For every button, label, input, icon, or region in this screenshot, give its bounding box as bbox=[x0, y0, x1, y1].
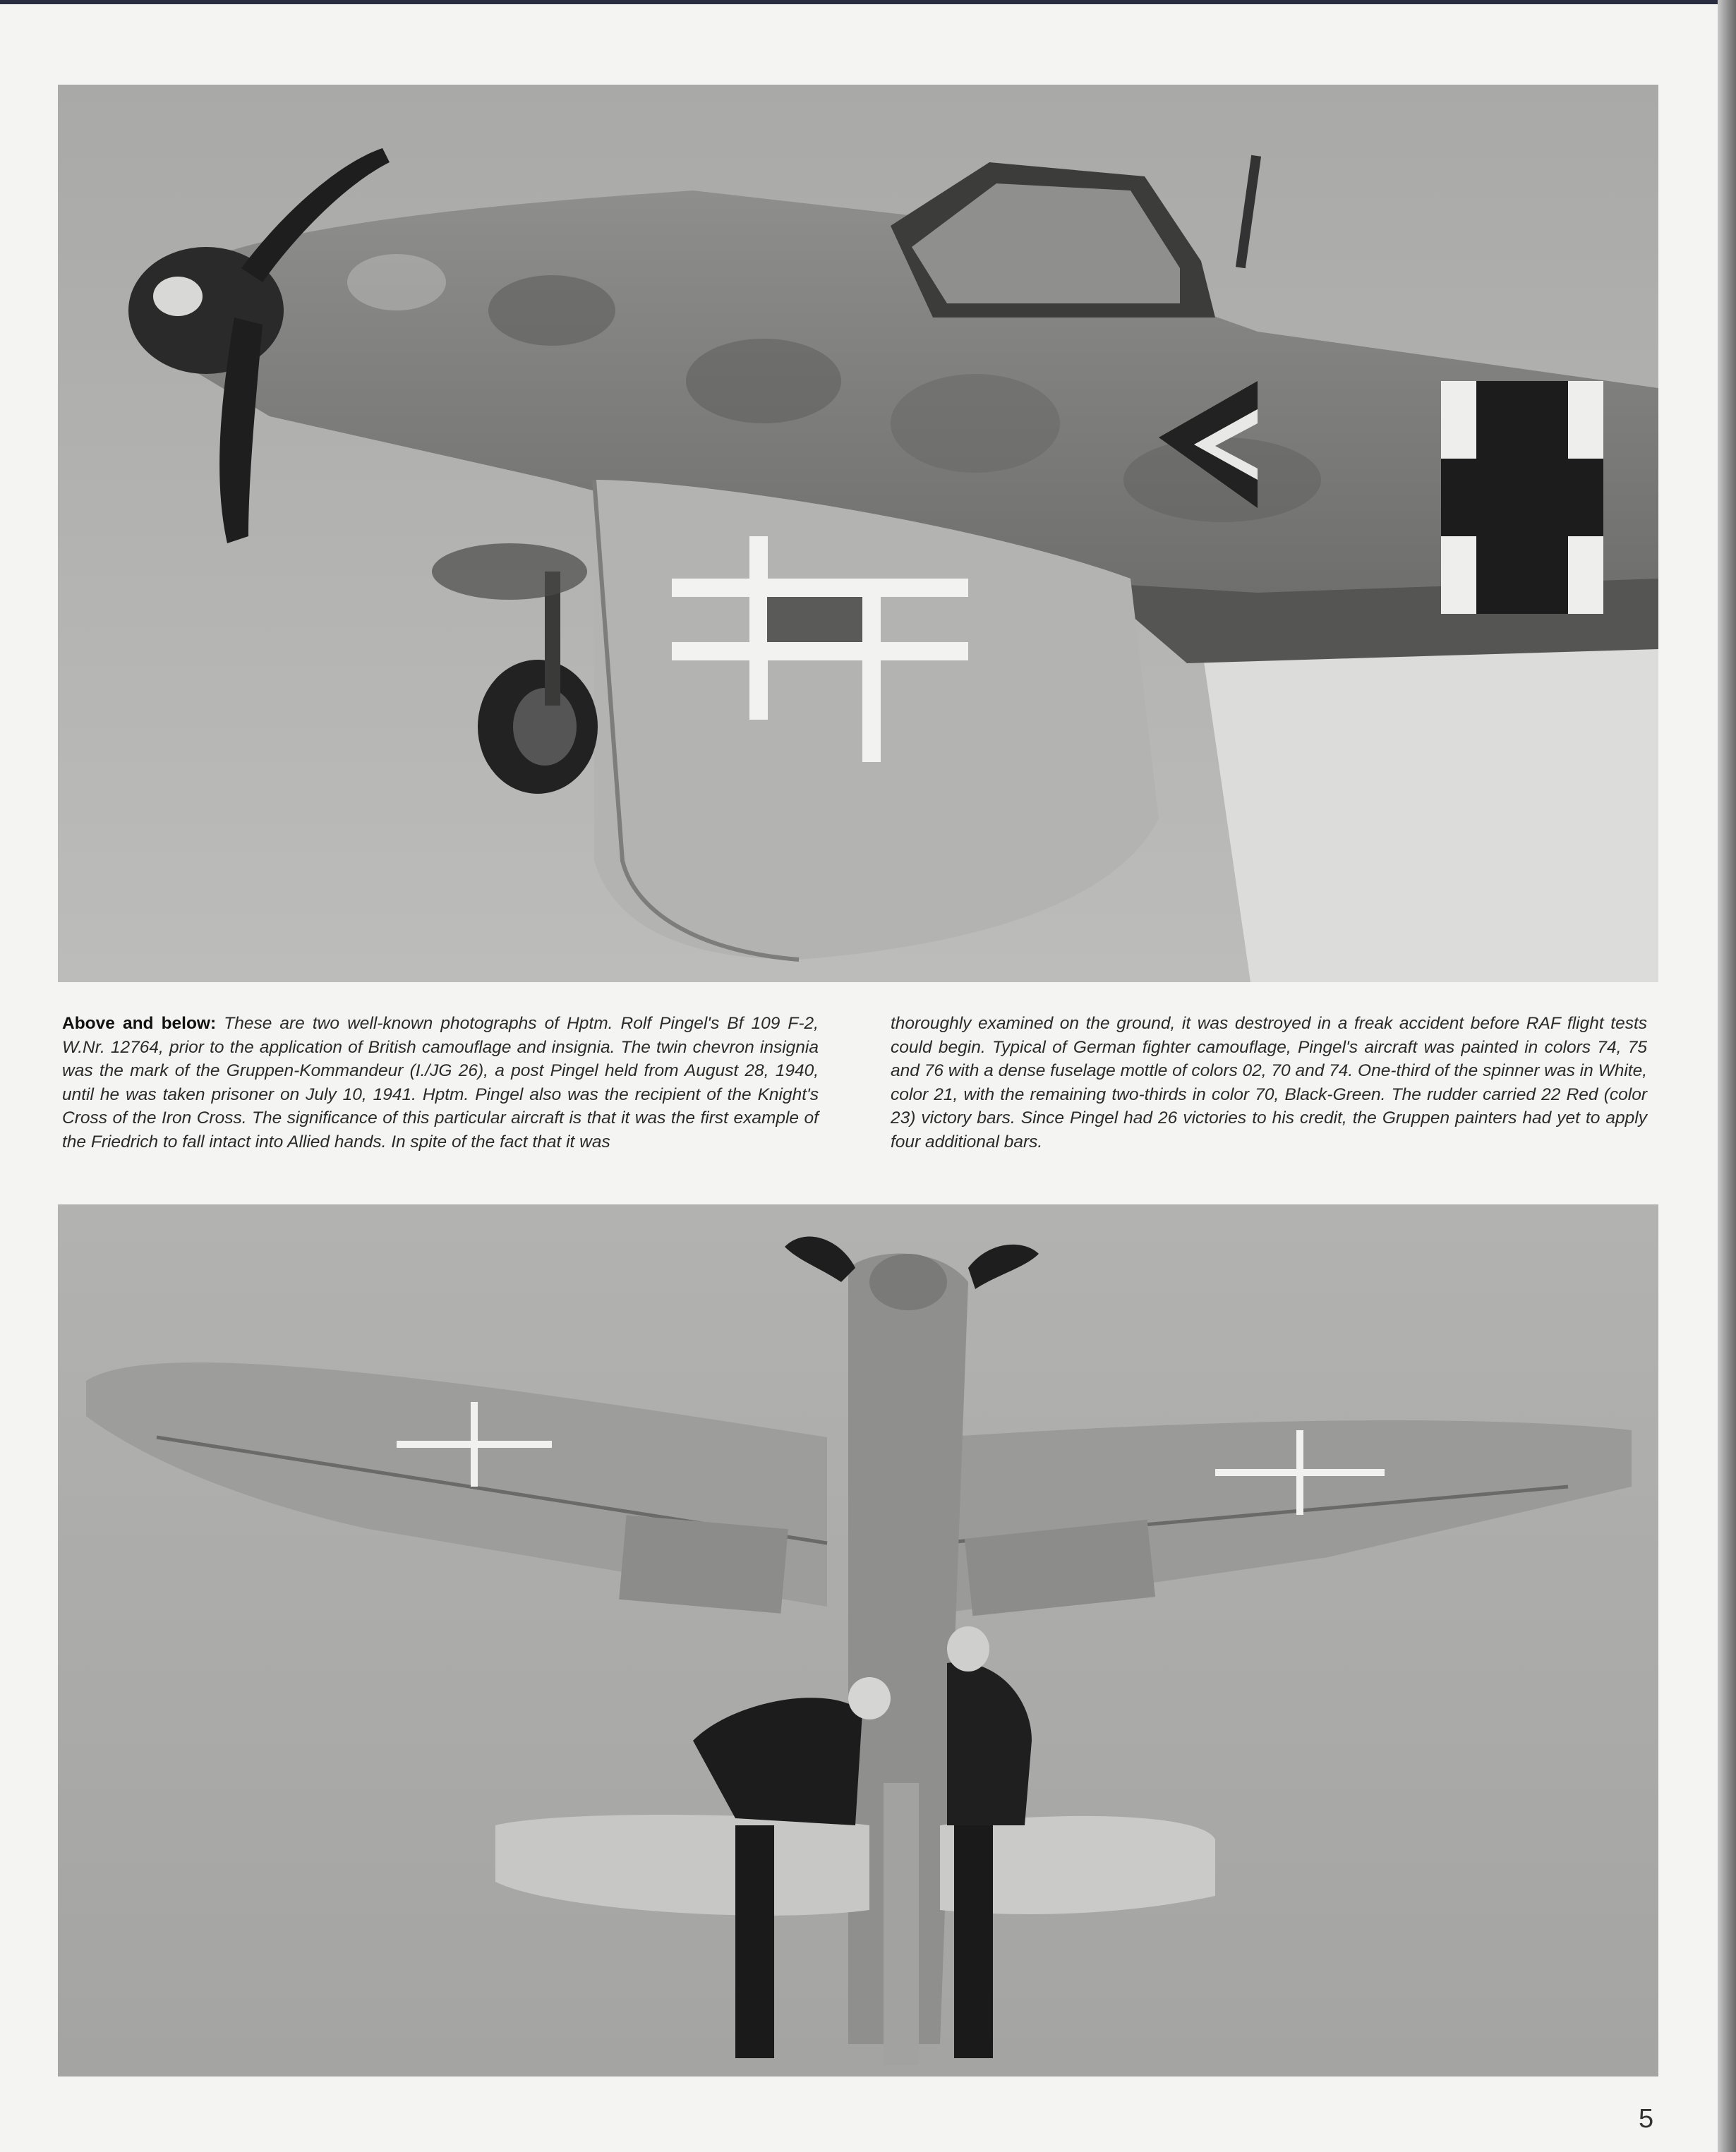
right-page-edge bbox=[1718, 0, 1736, 2152]
photo-aircraft-side-view bbox=[58, 85, 1658, 982]
caption-right-column bbox=[891, 1012, 1647, 1154]
caption-left-column bbox=[62, 1012, 819, 1154]
caption-right-text: thoroughly examined on the ground, it was destroyed in a freak accident before RAF flight tests could begin. Typical of German fighter camouflage, Pingel's aircraft was painted in colors 74, 75 and 76 with a dense fuselage mottle of colors 02, 70 and 74. One-third of the spinner was in White, color 21, with the remaining two-thirds in color 70, Black-Green. The rudder carried 22 Red (color 23) victory bars. Since Pingel had 26 victories to his credit, the Gruppen painters had yet to apply four additional bars. bbox=[891, 1014, 1647, 1151]
caption-lead: Above and below: bbox=[62, 1014, 217, 1033]
top-page-edge bbox=[0, 0, 1736, 4]
caption-left-text: These are two well-known photographs of Hptm. Rolf Pingel's Bf 109 F-2, W.Nr. 12764, prior to the application of British camouflage and insignia. The twin chevron insignia was the mark of the Gruppen-Kommandeur (I./JG 26), a post Pingel held from August 28, 1940, until he was taken prisoner on July 10, 1941. Hptm. Pingel also was the recipient of the Knight's Cross of the Iron Cross. The significance of this particular aircraft is that it was the first example of the Friedrich to fall intact into Allied hands. In spite of the fact that it was bbox=[62, 1014, 819, 1151]
photo-aircraft-rear-view bbox=[58, 1204, 1658, 2077]
page-number: 5 bbox=[1639, 2104, 1654, 2134]
